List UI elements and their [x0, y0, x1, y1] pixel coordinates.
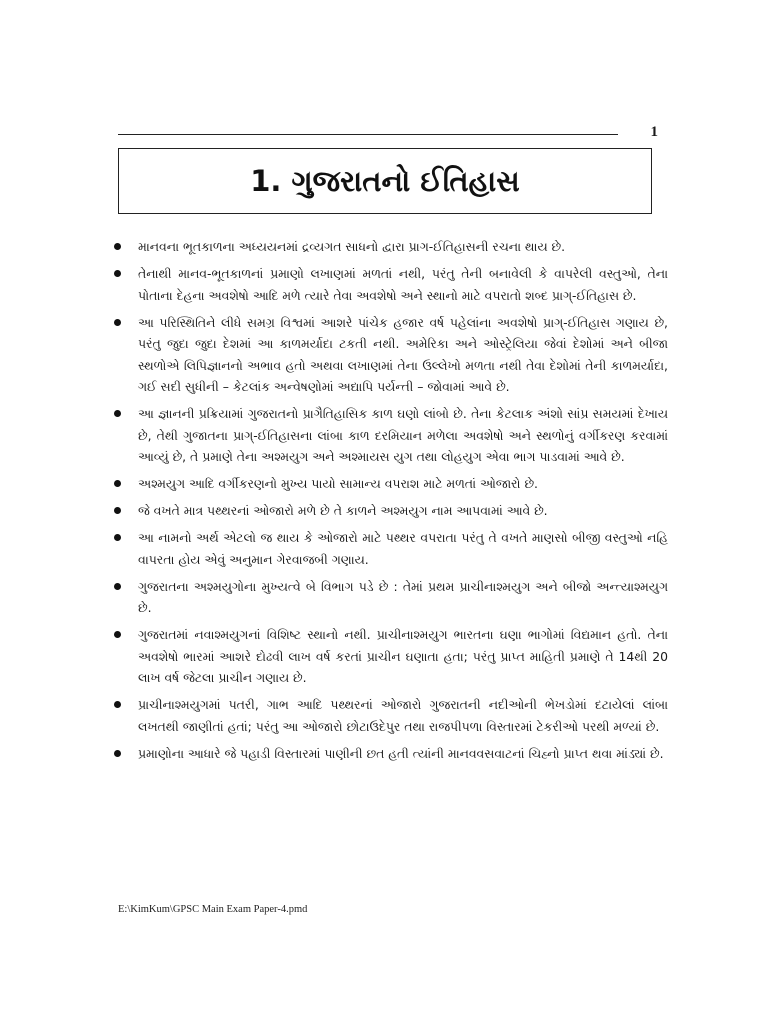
- bullet-text: ગુજરાતના અશ્મયુગોના મુખ્યત્વે બે વિભાગ પડે છે : તેમાં પ્રથમ પ્રાચીનાશ્મયુગ અને બીજો અન્ત્યાશ્મયુગ છે.: [138, 578, 668, 615]
- bullet-icon: [114, 270, 121, 277]
- bullet-text: ગુજરાતમાં નવાશ્મયુગનાં વિશિષ્ટ સ્થાનો નથી. પ્રાચીનાશ્મયુગ ભારતના ઘણા ભાગોમાં વિદ્યમાન હતો. તેના અવશેષો ભારમાં આશરે દોઢવી લાખ વર્ષ કરતાં પ્રાચીન ઘણાતા હતા; પરંતુ પ્રાપ્ત માહિતી પ્રમાણે તે 14થી 20 લાખ વર્ષ જેટલા પ્રાચીન ગણાય છે.: [138, 627, 668, 685]
- bullet-text: આ પરિસ્થિતિને લીધે સમગ્ર વિશ્વમાં આશરે પાંચેક હજાર વર્ષ પહેલાંના અવશેષો પ્રાગ્-ઈતિહાસ ગણાય છે, પરંતુ જુદા જુદા દેશમાં આ કાળમર્યાદા ટકતી નથી. અમેરિકા અને ઓસ્ટ્રેલિયા જેવાં દેશોમાં અને બીજા સ્થળોએ લિપિજ્ઞાનનો અભાવ હતો અથવા લખાણમાં તેના ઉલ્લેખો મળતા નથી તેવા દેશોમાં તેની કાળમર્યાદા, ગઈ સદી સુધીની – કેટલાંક અન્વેષણોમાં અદ્યાપિ પર્યન્તી – જોવામાં આવે છે.: [138, 314, 668, 394]
- bullet-item: [112, 576, 668, 619]
- bullet-text: માનવના ભૂતકાળના અધ્યયનમાં દ્રવ્યગત સાધનો દ્વારા પ્રાગ-ઈતિહાસની રચના થાય છે.: [138, 239, 566, 254]
- bullet-item: [112, 473, 668, 495]
- bullet-item: [112, 403, 668, 468]
- bullet-item: [112, 743, 668, 765]
- bullet-text: પ્રાચીનાશ્મયુગમાં પતરી, ગાભ આદિ પથ્થરનાં ઓજારો ગુજરાતની નદીઓની ભેખડોમાં દટાયેલાં લાંબા લખતથી જાણીતાં હતાં; પરંતુ આ ઓજારો છોટાઉદેપુર તથા રાજપીપળા વિસ્તારમાં ટેકરીઓ પરથી મળ્યાં છે.: [138, 697, 668, 734]
- bullet-list: [112, 236, 668, 770]
- bullet-text: જે વખતે માત્ર પથ્થરનાં ઓજારો મળે છે તે કાળને અશ્મયુગ નામ આપવામાં આવે છે.: [138, 503, 548, 518]
- bullet-item: [112, 527, 668, 570]
- bullet-icon: [114, 534, 121, 541]
- bullet-icon: [114, 583, 121, 590]
- bullet-icon: [114, 410, 121, 417]
- bullet-item: [112, 624, 668, 689]
- bullet-text: પ્રમાણોના આધારે જે પહાડી વિસ્તારમાં પાણીની છત હતી ત્યાંની માનવવસવાટનાં ચિહ્નો પ્રાપ્ત થવા માંડ્યાં છે.: [138, 745, 664, 761]
- bullet-icon: [114, 701, 121, 708]
- bullet-icon: [114, 480, 121, 487]
- bullet-icon: [114, 750, 121, 757]
- bullet-icon: [114, 507, 121, 514]
- bullet-text: તેનાથી માનવ-ભૂતકાળનાં પ્રમાણો લખાણમાં મળતાં નથી, પરંતુ તેની બનાવેલી કે વાપરેલી વસ્તુઓ, તેના પોતાના દેહના અવશેષો આદિ મળે ત્યારે તેવા અવશેષો અને સ્થાનો માટે વપરાતો શબ્દ પ્રાગ્-ઈતિહાસ છે.: [138, 266, 668, 303]
- bullet-item: [112, 500, 668, 522]
- bullet-item: [112, 236, 668, 258]
- bullet-text: આ જ્ઞાનની પ્રક્રિયામાં ગુજરાતનો પ્રાગૈતિહાસિક કાળ ઘણો લાંબો છે. તેના કેટલાક અંશો સાંપ્ર સમયમાં દેખાય છે, તેથી ગુજાતના પ્રાગ્-ઈતિહાસના લાંબા કાળ દરમિયાન મળેલા અવશેષો અને સ્થળોનું વર્ગીકરણ કરવામાં આવ્યું છે, તે પ્રમાણે તેના અશ્મયુગ અને અશ્માયસ યુગ તથા લોહયુગ એવા ભાગ પાડવામાં આવે છે.: [138, 406, 668, 464]
- bullet-icon: [114, 243, 121, 250]
- bullet-text: આ નામનો અર્થ એટલો જ થાય કે ઓજારો માટે પથ્થર વપરાતા પરંતુ તે વખતે માણસો બીજી વસ્તુઓ નહિ વાપરતા હોય એવું અનુમાન ગેરવાજબી ગણાય.: [138, 530, 668, 567]
- page-number: 1: [650, 124, 658, 140]
- chapter-title-box: [118, 148, 652, 214]
- footer-file-path: E:\KimKum\GPSC Main Exam Paper-4.pmd: [118, 904, 308, 915]
- bullet-item: [112, 694, 668, 737]
- bullet-item: [112, 312, 668, 398]
- bullet-item: [112, 263, 668, 306]
- header-rule: [118, 134, 618, 135]
- bullet-icon: [114, 631, 121, 638]
- bullet-icon: [114, 319, 121, 326]
- chapter-title: 1. ગુજરાતનો ઈતિહાસ: [250, 163, 520, 198]
- bullet-text: અશ્મયુગ આદિ વર્ગીકરણનો મુખ્ય પાયો સામાન્ય વપરાશ માટે મળતાં ઓજારો છે.: [138, 476, 538, 491]
